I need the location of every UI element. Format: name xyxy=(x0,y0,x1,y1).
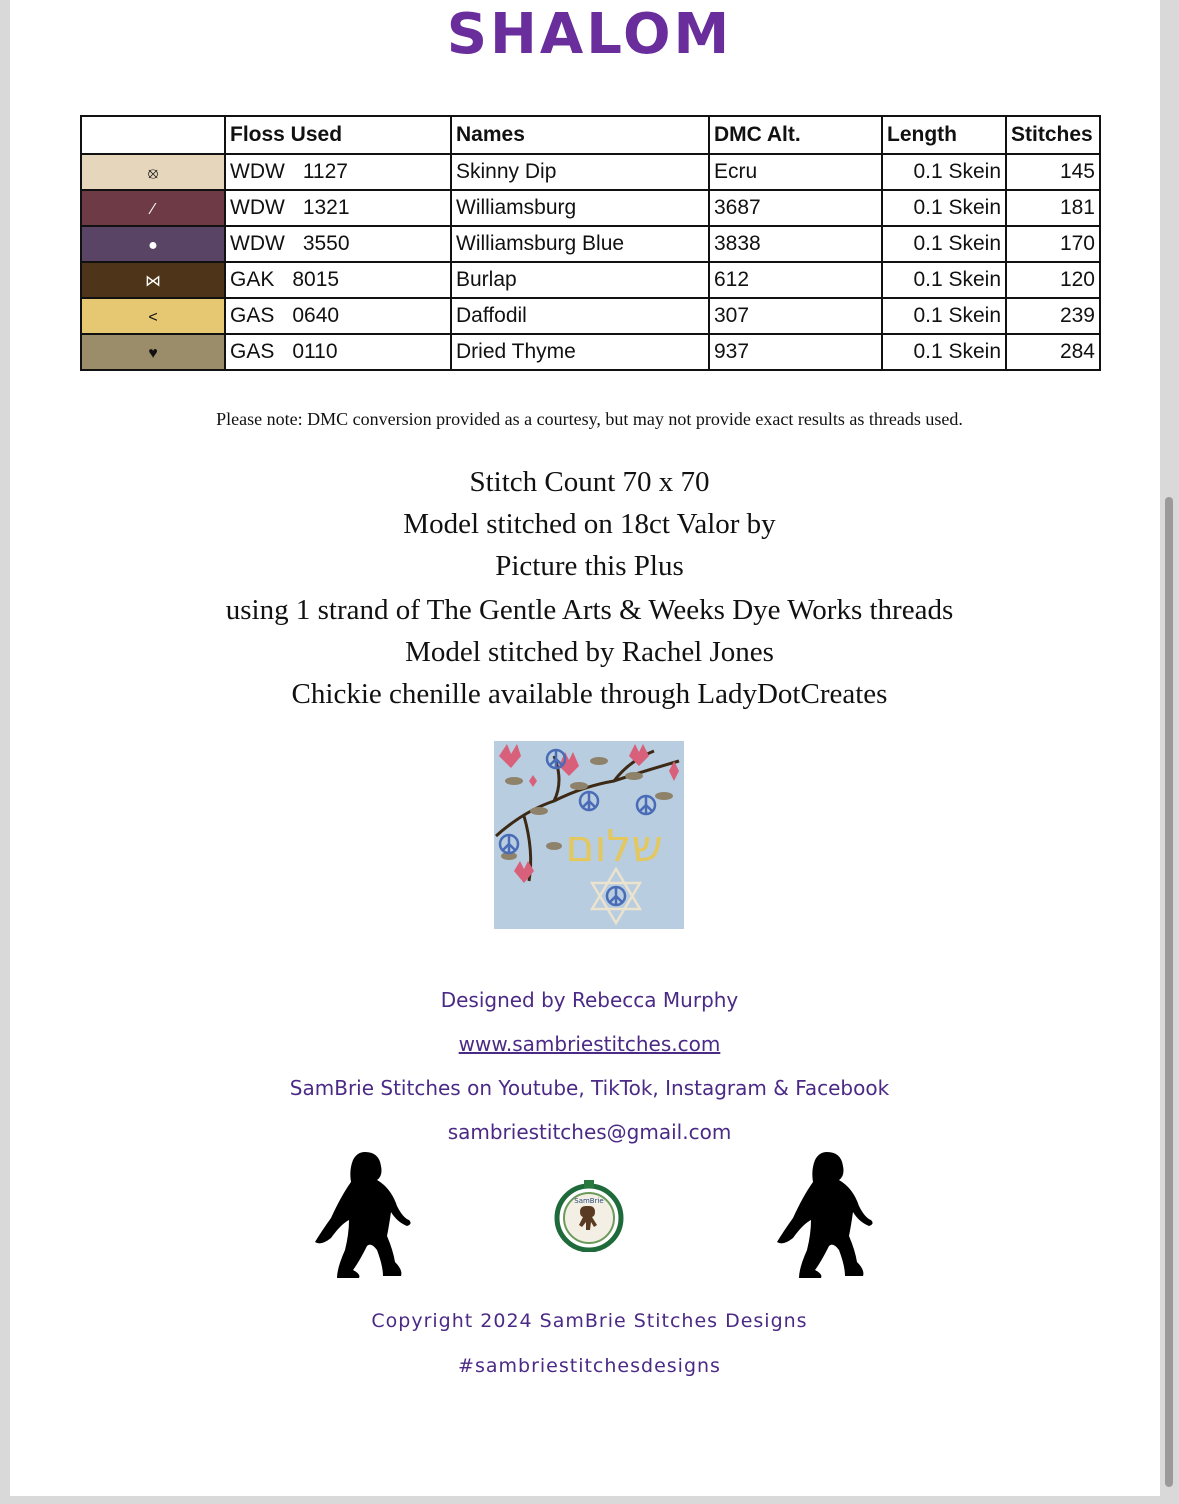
bigfoot-silhouette-icon xyxy=(313,1150,413,1280)
floss-used-cell xyxy=(225,262,451,298)
name-cell: Burlap xyxy=(451,262,709,298)
website-line xyxy=(0,1032,1179,1056)
name-cell: Skinny Dip xyxy=(451,154,709,190)
floss-number: 3550 xyxy=(302,232,350,255)
color-swatch xyxy=(81,262,225,298)
pattern-preview-image xyxy=(494,741,684,929)
table-row xyxy=(81,262,1100,298)
length-cell: 0.1 Skein xyxy=(882,298,1006,334)
floss-used-cell xyxy=(225,334,451,370)
stitches-cell: 181 xyxy=(1006,190,1100,226)
floss-table xyxy=(80,115,1101,371)
header-floss-used: Floss Used xyxy=(225,116,451,154)
pattern-info xyxy=(0,462,1179,715)
length-cell: 0.1 Skein xyxy=(882,190,1006,226)
header-stitches: Stitches xyxy=(1006,116,1100,154)
floss-symbol-icon: ⋈ xyxy=(145,273,161,290)
info-line: Chickie chenille available through LadyDotCreates xyxy=(291,677,888,710)
length-cell: 0.1 Skein xyxy=(882,154,1006,190)
info-line: using 1 strand of The Gentle Arts & Weeks Dye Works threads xyxy=(225,593,954,626)
table-row xyxy=(81,298,1100,334)
pattern-title: SHALOM xyxy=(446,2,733,67)
email-line: sambriestitches@gmail.com xyxy=(447,1120,732,1144)
color-swatch xyxy=(81,154,225,190)
preview-artwork xyxy=(494,741,684,929)
floss-number: 0110 xyxy=(292,340,338,363)
floss-used-cell xyxy=(225,298,451,334)
table-row xyxy=(81,334,1100,370)
floss-brand: GAK xyxy=(230,268,275,291)
designer-credit: Designed by Rebecca Murphy xyxy=(440,988,739,1012)
logo-text: SamBrie xyxy=(574,1197,604,1205)
stitches-cell: 170 xyxy=(1006,226,1100,262)
floss-symbol-icon: ⦻ xyxy=(147,165,159,182)
floss-brand: WDW xyxy=(230,232,285,255)
header-dmc-alt: DMC Alt. xyxy=(709,116,882,154)
sambrie-logo-icon xyxy=(552,1178,626,1252)
floss-symbol-icon: ● xyxy=(148,237,158,254)
floss-used-cell xyxy=(225,226,451,262)
table-row xyxy=(81,226,1100,262)
table-row xyxy=(81,154,1100,190)
dmc-cell: 3687 xyxy=(709,190,882,226)
stitches-cell: 284 xyxy=(1006,334,1100,370)
header-symbol xyxy=(81,116,225,154)
dmc-cell: 612 xyxy=(709,262,882,298)
name-cell: Dried Thyme xyxy=(451,334,709,370)
dmc-note: Please note: DMC conversion provided as a courtesy, but may not provide exact results as threads used. xyxy=(216,409,963,429)
name-cell: Daffodil xyxy=(451,298,709,334)
stitches-cell: 120 xyxy=(1006,262,1100,298)
info-line: Model stitched on 18ct Valor by xyxy=(403,507,776,540)
length-cell: 0.1 Skein xyxy=(882,262,1006,298)
color-swatch xyxy=(81,190,225,226)
floss-brand: GAS xyxy=(230,340,275,363)
floss-used-cell xyxy=(225,190,451,226)
floss-brand: WDW xyxy=(230,160,285,183)
bigfoot-silhouette-icon xyxy=(775,1150,875,1280)
color-swatch xyxy=(81,298,225,334)
info-line: Stitch Count 70 x 70 xyxy=(469,466,710,498)
copyright-line: Copyright 2024 SamBrie Stitches Designs xyxy=(371,1310,808,1332)
social-line: SamBrie Stitches on Youtube, TikTok, Instagram & Facebook xyxy=(289,1076,890,1100)
floss-brand: WDW xyxy=(230,196,285,219)
table-row xyxy=(81,190,1100,226)
floss-number: 1321 xyxy=(302,196,350,219)
hashtag-line: #sambriestitchesdesigns xyxy=(458,1355,721,1377)
name-cell: Williamsburg xyxy=(451,190,709,226)
floss-number: 8015 xyxy=(292,268,340,291)
floss-number: 0640 xyxy=(292,304,340,327)
floss-number: 1127 xyxy=(302,160,348,183)
dmc-cell: 307 xyxy=(709,298,882,334)
floss-symbol-icon: ⁄ xyxy=(151,201,155,218)
floss-symbol-icon: < xyxy=(148,309,158,326)
floss-brand: GAS xyxy=(230,304,275,327)
dmc-cell: Ecru xyxy=(709,154,882,190)
floss-used-cell xyxy=(225,154,451,190)
floss-symbol-icon: ♥ xyxy=(148,345,158,362)
header-names: Names xyxy=(451,116,709,154)
color-swatch xyxy=(81,226,225,262)
dmc-cell: 937 xyxy=(709,334,882,370)
length-cell: 0.1 Skein xyxy=(882,226,1006,262)
header-length: Length xyxy=(882,116,1006,154)
name-cell: Williamsburg Blue xyxy=(451,226,709,262)
length-cell: 0.1 Skein xyxy=(882,334,1006,370)
website-link[interactable]: www.sambriestitches.com xyxy=(458,1032,721,1056)
info-line: Picture this Plus xyxy=(495,550,684,582)
stitches-cell: 145 xyxy=(1006,154,1100,190)
table-header-row xyxy=(81,116,1100,154)
preview-hebrew-text: שלום xyxy=(565,821,663,872)
info-line: Model stitched by Rachel Jones xyxy=(405,636,774,668)
dmc-cell: 3838 xyxy=(709,226,882,262)
stitches-cell: 239 xyxy=(1006,298,1100,334)
color-swatch xyxy=(81,334,225,370)
